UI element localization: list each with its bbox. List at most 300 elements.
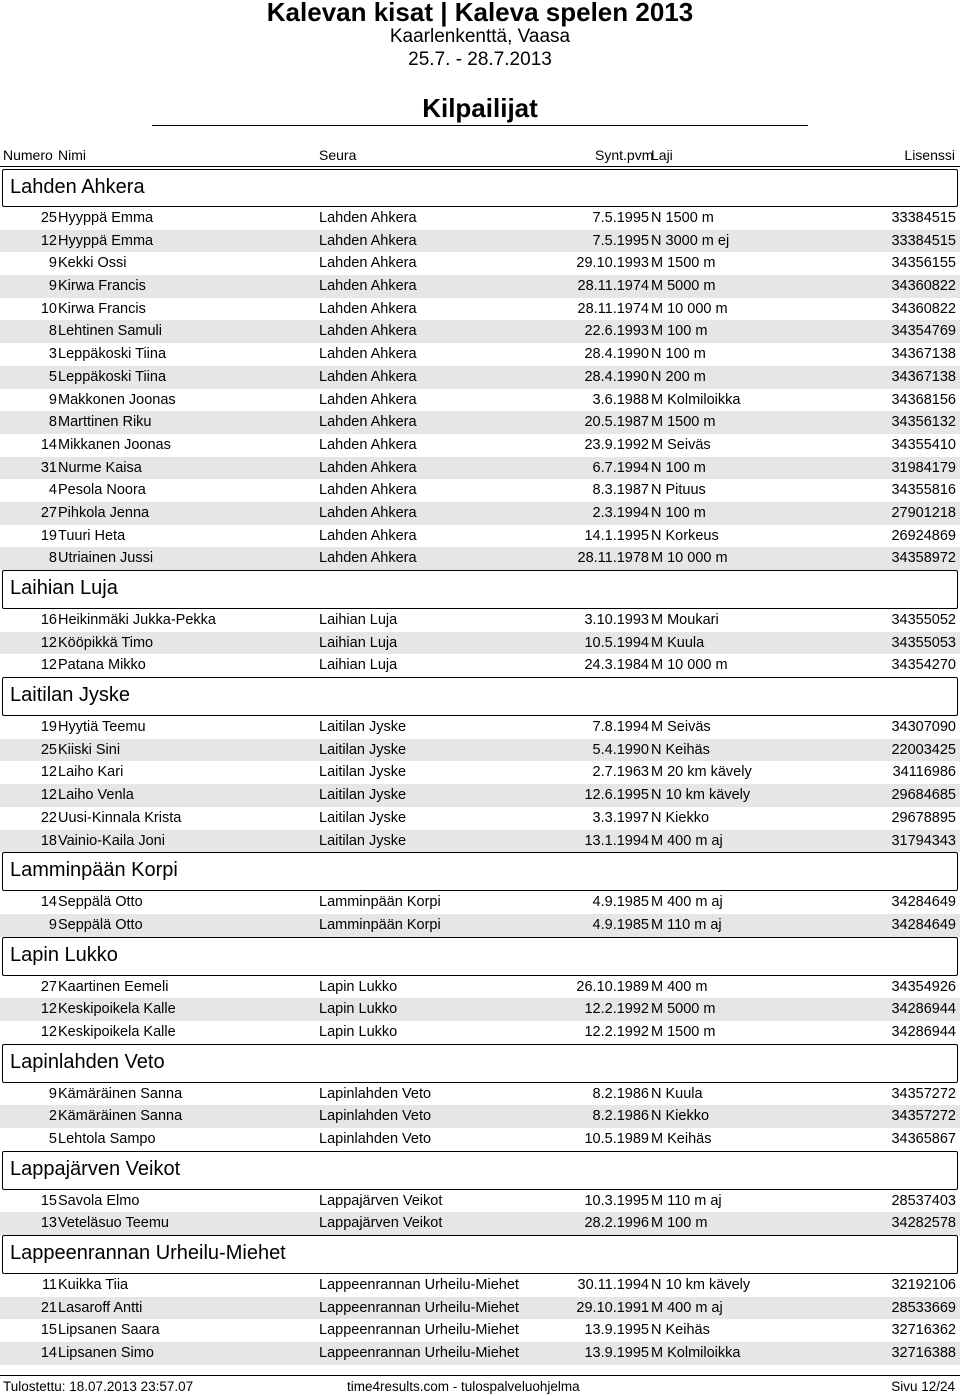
birth-date: 3.3.1997 <box>592 809 649 826</box>
event-dates: 25.7. - 28.7.2013 <box>408 49 552 70</box>
table-row <box>0 1105 960 1128</box>
table-row <box>0 784 960 807</box>
athlete-name: Mikkanen Joonas <box>58 436 171 453</box>
bib-number: 10 <box>40 300 57 317</box>
club-group-title: Lapinlahden Veto <box>10 1050 165 1073</box>
athlete-name: Kämäräinen Sanna <box>58 1108 183 1125</box>
bib-number: 9 <box>48 255 57 272</box>
event-name: M 100 m <box>651 323 708 340</box>
bib-number: 12 <box>40 657 57 674</box>
bib-number: 2 <box>48 1108 57 1125</box>
license-number: 34367138 <box>891 346 956 363</box>
table-row <box>0 830 960 853</box>
birth-date: 6.7.1994 <box>592 459 649 476</box>
event-name: M 400 m <box>651 978 708 995</box>
bib-number: 12 <box>40 764 57 781</box>
club-group-header <box>2 852 958 891</box>
event-name: N Keihäs <box>651 741 710 758</box>
bib-number: 25 <box>40 210 57 226</box>
event-name: N Kuula <box>651 1085 703 1102</box>
birth-date: 12.6.1995 <box>584 787 649 804</box>
event-name: N 100 m <box>651 504 706 521</box>
license-number: 32716362 <box>891 1322 956 1339</box>
license-number: 34282578 <box>891 1215 956 1232</box>
event-name: M 10 000 m <box>651 300 728 317</box>
license-number: 34286944 <box>891 1001 956 1018</box>
license-number: 34355052 <box>891 612 956 628</box>
birth-date: 7.5.1995 <box>592 232 649 249</box>
birth-date: 12.2.1992 <box>584 1001 649 1018</box>
table-row <box>0 739 960 762</box>
event-name: M 5000 m <box>651 1001 716 1018</box>
event-name: N 100 m <box>651 459 706 476</box>
table-row <box>0 1319 960 1342</box>
birth-date: 24.3.1984 <box>584 657 649 674</box>
license-number: 34360822 <box>891 300 956 317</box>
athlete-name: Seppälä Otto <box>58 894 143 911</box>
club-name: Lapin Lukko <box>319 1023 398 1040</box>
table-row <box>0 1190 960 1213</box>
club-name: Lahden Ahkera <box>319 255 417 272</box>
birth-date: 3.10.1993 <box>584 612 649 628</box>
event-name: M Kolmiloikka <box>651 391 741 408</box>
club-name: Laitilan Jyske <box>319 809 407 826</box>
athlete-name: Hyyppä Emma <box>58 232 154 249</box>
table-row <box>0 976 960 999</box>
license-number: 34368156 <box>891 391 956 408</box>
club-group-title: Laitilan Jyske <box>10 684 131 707</box>
event-venue: Kaarlenkenttä, Vaasa <box>389 26 571 47</box>
event-name: N 200 m <box>651 368 706 385</box>
table-row <box>0 479 960 502</box>
athlete-name: Heikinmäki Jukka-Pekka <box>58 612 216 628</box>
athlete-name: Makkonen Joonas <box>58 391 176 408</box>
col-number: Numero <box>3 147 53 163</box>
athlete-name: Kiiski Sini <box>58 741 121 758</box>
license-number: 34365867 <box>891 1131 956 1147</box>
birth-date: 5.4.1990 <box>592 741 649 758</box>
athlete-name: Patana Mikko <box>58 657 146 674</box>
event-name: M 400 m aj <box>651 832 723 849</box>
athlete-name: Utriainen Jussi <box>58 550 154 567</box>
license-number: 34307090 <box>891 719 956 736</box>
club-group-title: Lappeenrannan Urheilu-Miehet <box>10 1242 286 1265</box>
table-row <box>0 807 960 830</box>
table-row <box>0 1212 960 1235</box>
bib-number: 5 <box>48 1131 57 1147</box>
table-row <box>0 1274 960 1297</box>
participant-list <box>0 169 960 1365</box>
birth-date: 12.2.1992 <box>584 1023 649 1040</box>
birth-date: 29.10.1993 <box>576 255 649 272</box>
bib-number: 14 <box>40 1345 57 1362</box>
license-number: 33384515 <box>891 210 956 226</box>
bib-number: 13 <box>40 1215 57 1232</box>
birth-date: 26.10.1989 <box>576 978 649 995</box>
bib-number: 5 <box>48 368 57 385</box>
license-number: 34367138 <box>891 368 956 385</box>
license-number: 31794343 <box>891 832 956 849</box>
license-number: 29678895 <box>891 809 956 826</box>
club-name: Laihian Luja <box>319 612 398 628</box>
athlete-name: Keskipoikela Kalle <box>58 1001 176 1018</box>
table-row <box>0 207 960 230</box>
license-number: 34355410 <box>891 436 956 453</box>
event-name: M 110 m aj <box>651 1192 722 1209</box>
event-name: M Seiväs <box>651 436 711 453</box>
table-row <box>0 525 960 548</box>
birth-date: 23.9.1992 <box>584 436 649 453</box>
license-number: 34354769 <box>891 323 956 340</box>
event-name: M 400 m aj <box>651 1299 723 1316</box>
club-name: Lappajärven Veikot <box>319 1192 443 1209</box>
event-name: N 1500 m <box>651 210 714 226</box>
bib-number: 8 <box>48 323 57 340</box>
event-name: M 20 km kävely <box>651 764 752 781</box>
club-name: Lahden Ahkera <box>319 210 417 226</box>
event-name: N 3000 m ej <box>651 232 730 249</box>
athlete-name: Laiho Kari <box>58 764 124 781</box>
athlete-name: Seppälä Otto <box>58 916 143 933</box>
bib-number: 15 <box>40 1192 57 1209</box>
license-number: 34357272 <box>891 1108 956 1125</box>
club-name: Lahden Ahkera <box>319 550 417 567</box>
athlete-name: Laiho Venla <box>58 787 134 804</box>
event-name: N Pituus <box>651 482 706 499</box>
license-number: 34357272 <box>891 1085 956 1102</box>
athlete-name: Keskipoikela Kalle <box>58 1023 176 1040</box>
bib-number: 9 <box>48 391 57 408</box>
column-header <box>0 144 960 167</box>
bib-number: 27 <box>40 504 57 521</box>
club-group-header <box>2 570 958 609</box>
table-row <box>0 434 960 457</box>
event-name: N 10 km kävely <box>651 1277 751 1294</box>
club-name: Lahden Ahkera <box>319 278 417 295</box>
bib-number: 12 <box>40 1023 57 1040</box>
club-name: Laitilan Jyske <box>319 764 407 781</box>
license-number: 31984179 <box>891 459 956 476</box>
bib-number: 11 <box>41 1277 57 1294</box>
athlete-name: Kekki Ossi <box>58 255 127 272</box>
athlete-name: Leppäkoski Tiina <box>58 346 167 363</box>
event-name: N Keihäs <box>651 1322 710 1339</box>
birth-date: 22.6.1993 <box>584 323 649 340</box>
license-number: 34355053 <box>891 634 956 651</box>
table-row <box>0 320 960 343</box>
birth-date: 28.11.1974 <box>577 278 649 295</box>
birth-date: 28.2.1996 <box>584 1215 649 1232</box>
club-name: Lappeenrannan Urheilu-Miehet <box>319 1345 519 1362</box>
club-name: Lahden Ahkera <box>319 482 417 499</box>
license-number: 34354926 <box>891 978 956 995</box>
athlete-name: Lipsanen Simo <box>58 1345 154 1362</box>
bib-number: 18 <box>40 832 57 849</box>
table-row <box>0 275 960 298</box>
event-name: N 10 km kävely <box>651 787 751 804</box>
athlete-name: Lehtinen Samuli <box>58 323 162 340</box>
event-name: M 5000 m <box>651 278 716 295</box>
source-credit: time4results.com - tulospalveluohjelma <box>347 1379 580 1394</box>
club-group-header <box>2 1151 958 1190</box>
col-birthdate: Synt.pvm <box>595 147 654 163</box>
club-name: Lahden Ahkera <box>319 346 417 363</box>
license-number: 34116986 <box>892 764 956 781</box>
athlete-name: Marttinen Riku <box>58 414 152 431</box>
bib-number: 14 <box>40 894 57 911</box>
license-number: 34284649 <box>891 894 956 911</box>
club-name: Lahden Ahkera <box>319 504 417 521</box>
event-name: M Moukari <box>651 612 719 628</box>
club-group-title: Lahden Ahkera <box>10 176 145 198</box>
page-header <box>0 0 960 71</box>
club-name: Laitilan Jyske <box>319 741 407 758</box>
license-number: 32192106 <box>891 1277 956 1294</box>
col-name: Nimi <box>58 147 86 163</box>
club-group-header <box>2 937 958 976</box>
table-row <box>0 252 960 275</box>
table-row <box>0 1021 960 1044</box>
club-group-title: Laihian Luja <box>10 577 118 599</box>
club-name: Lappeenrannan Urheilu-Miehet <box>319 1299 519 1316</box>
club-name: Lappeenrannan Urheilu-Miehet <box>319 1277 519 1294</box>
table-row <box>0 654 960 677</box>
table-row <box>0 547 960 570</box>
birth-date: 13.9.1995 <box>584 1322 649 1339</box>
athlete-name: Savola Elmo <box>58 1192 140 1209</box>
table-row <box>0 1342 960 1365</box>
bib-number: 25 <box>40 741 57 758</box>
birth-date: 10.5.1989 <box>584 1131 649 1147</box>
club-group-header <box>2 169 958 207</box>
table-row <box>0 366 960 389</box>
athlete-name: Hyyppä Emma <box>58 210 154 226</box>
license-number: 34284649 <box>891 916 956 933</box>
license-number: 34286944 <box>891 1023 956 1040</box>
club-name: Lappajärven Veikot <box>319 1215 443 1232</box>
birth-date: 8.2.1986 <box>592 1108 649 1125</box>
athlete-name: Kämäräinen Sanna <box>58 1085 183 1102</box>
club-name: Lahden Ahkera <box>319 300 417 317</box>
birth-date: 8.2.1986 <box>592 1085 649 1102</box>
license-number: 34355816 <box>891 482 956 499</box>
athlete-name: Pihkola Jenna <box>58 504 150 521</box>
table-row <box>0 457 960 480</box>
printed-timestamp: Tulostettu: 18.07.2013 23:57.07 <box>3 1379 194 1394</box>
birth-date: 4.9.1985 <box>592 916 649 933</box>
bib-number: 12 <box>40 232 57 249</box>
event-name: M 110 m aj <box>651 916 722 933</box>
bib-number: 14 <box>40 436 57 453</box>
event-name: M 1500 m <box>651 255 716 272</box>
event-title: Kalevan kisat | Kaleva spelen 2013 <box>266 0 694 27</box>
bib-number: 22 <box>40 809 57 826</box>
section-title-band <box>152 91 808 126</box>
birth-date: 7.8.1994 <box>592 719 649 736</box>
club-group-title: Lappajärven Veikot <box>10 1157 181 1180</box>
club-name: Lapin Lukko <box>319 978 398 995</box>
table-row <box>0 632 960 655</box>
license-number: 26924869 <box>891 527 956 544</box>
club-name: Laihian Luja <box>319 634 398 651</box>
athlete-name: Vainio-Kaila Joni <box>58 832 165 849</box>
birth-date: 28.4.1990 <box>584 368 649 385</box>
athlete-name: Leppäkoski Tiina <box>58 368 167 385</box>
club-name: Lamminpään Korpi <box>319 894 441 911</box>
col-event: Laji <box>651 147 673 163</box>
club-name: Lamminpään Korpi <box>319 916 441 933</box>
birth-date: 4.9.1985 <box>592 894 649 911</box>
club-name: Lahden Ahkera <box>319 527 417 544</box>
table-row <box>0 411 960 434</box>
event-name: M Kuula <box>651 634 705 651</box>
birth-date: 13.1.1994 <box>584 832 649 849</box>
event-name: M 1500 m <box>651 414 716 431</box>
birth-date: 2.3.1994 <box>592 504 649 521</box>
birth-date: 8.3.1987 <box>592 482 649 499</box>
club-name: Lapinlahden Veto <box>319 1085 432 1102</box>
table-row <box>0 1128 960 1151</box>
birth-date: 30.11.1994 <box>577 1277 649 1294</box>
athlete-name: Veteläsuo Teemu <box>58 1215 169 1232</box>
club-name: Lahden Ahkera <box>319 436 417 453</box>
athlete-name: Kuikka Tiia <box>58 1277 129 1294</box>
club-group-header <box>2 677 958 716</box>
bib-number: 9 <box>48 278 57 295</box>
club-group-header <box>2 1044 958 1083</box>
bib-number: 9 <box>48 1085 57 1102</box>
event-name: M 1500 m <box>651 1023 716 1040</box>
license-number: 33384515 <box>891 232 956 249</box>
event-name: N Kiekko <box>651 809 710 826</box>
birth-date: 28.11.1974 <box>577 300 649 317</box>
bib-number: 19 <box>40 719 57 736</box>
table-row <box>0 716 960 739</box>
athlete-name: Lipsanen Saara <box>58 1322 160 1339</box>
club-name: Laitilan Jyske <box>319 832 407 849</box>
bib-number: 12 <box>40 1001 57 1018</box>
table-row <box>0 1297 960 1320</box>
event-name: M 400 m aj <box>651 894 723 911</box>
license-number: 32716388 <box>891 1345 956 1362</box>
bib-number: 27 <box>40 978 57 995</box>
athlete-name: Nurme Kaisa <box>58 459 142 476</box>
birth-date: 28.11.1978 <box>577 550 649 567</box>
birth-date: 3.6.1988 <box>592 391 649 408</box>
athlete-name: Hyytiä Teemu <box>58 719 146 736</box>
club-group-title: Lamminpään Korpi <box>10 859 178 882</box>
club-name: Lahden Ahkera <box>319 368 417 385</box>
bib-number: 9 <box>48 916 57 933</box>
athlete-name: Kööpikkä Timo <box>58 634 154 651</box>
bib-number: 31 <box>40 459 57 476</box>
table-row <box>0 298 960 321</box>
event-name: M Kolmiloikka <box>651 1345 741 1362</box>
club-name: Lapinlahden Veto <box>319 1131 432 1147</box>
athlete-name: Kirwa Francis <box>58 300 146 317</box>
club-name: Lahden Ahkera <box>319 414 417 431</box>
athlete-name: Tuuri Heta <box>58 527 126 544</box>
event-name: M Keihäs <box>651 1131 712 1147</box>
club-name: Laihian Luja <box>319 657 398 674</box>
col-license: Lisenssi <box>904 147 955 163</box>
club-group-header <box>2 1235 958 1274</box>
birth-date: 10.5.1994 <box>584 634 649 651</box>
license-number: 27901218 <box>891 504 956 521</box>
license-number: 34358972 <box>891 550 956 567</box>
table-row <box>0 1083 960 1106</box>
license-number: 29684685 <box>891 787 956 804</box>
table-row <box>0 502 960 525</box>
page-footer <box>0 1375 960 1396</box>
table-row <box>0 761 960 784</box>
club-name: Lahden Ahkera <box>319 391 417 408</box>
bib-number: 8 <box>48 550 57 567</box>
license-number: 28537403 <box>891 1192 956 1209</box>
event-name: M 10 000 m <box>651 657 728 674</box>
athlete-name: Pesola Noora <box>58 482 146 499</box>
club-name: Laitilan Jyske <box>319 787 407 804</box>
bib-number: 4 <box>48 482 57 499</box>
table-row <box>0 998 960 1021</box>
event-name: N 100 m <box>651 346 706 363</box>
club-name: Lappeenrannan Urheilu-Miehet <box>319 1322 519 1339</box>
license-number: 34360822 <box>891 278 956 295</box>
section-title: Kilpailijat <box>422 93 538 123</box>
birth-date: 14.1.1995 <box>584 527 649 544</box>
club-group-title: Lapin Lukko <box>10 943 118 966</box>
bib-number: 12 <box>40 634 57 651</box>
club-name: Lapinlahden Veto <box>319 1108 432 1125</box>
bib-number: 21 <box>40 1299 57 1316</box>
table-row <box>0 891 960 914</box>
athlete-name: Uusi-Kinnala Krista <box>58 809 182 826</box>
event-name: M 100 m <box>651 1215 708 1232</box>
club-name: Lahden Ahkera <box>319 459 417 476</box>
bib-number: 12 <box>40 787 57 804</box>
bib-number: 15 <box>40 1322 57 1339</box>
col-club: Seura <box>319 147 357 163</box>
bib-number: 8 <box>48 414 57 431</box>
birth-date: 13.9.1995 <box>584 1345 649 1362</box>
table-row <box>0 609 960 632</box>
club-name: Lapin Lukko <box>319 1001 398 1018</box>
birth-date: 2.7.1963 <box>592 764 649 781</box>
birth-date: 10.3.1995 <box>584 1192 649 1209</box>
license-number: 28533669 <box>891 1299 956 1316</box>
bib-number: 19 <box>40 527 57 544</box>
club-name: Laitilan Jyske <box>319 719 407 736</box>
page-number: Sivu 12/24 <box>891 1379 955 1394</box>
athlete-name: Lasaroff Antti <box>58 1299 143 1316</box>
event-name: M Seiväs <box>651 719 711 736</box>
birth-date: 28.4.1990 <box>584 346 649 363</box>
license-number: 34356132 <box>891 414 956 431</box>
birth-date: 20.5.1987 <box>584 414 649 431</box>
event-name: N Korkeus <box>651 527 719 544</box>
club-name: Lahden Ahkera <box>319 232 417 249</box>
athlete-name: Kaartinen Eemeli <box>58 978 169 995</box>
birth-date: 29.10.1991 <box>576 1299 649 1316</box>
license-number: 34354270 <box>891 657 956 674</box>
table-row <box>0 230 960 253</box>
club-name: Lahden Ahkera <box>319 323 417 340</box>
athlete-name: Lehtola Sampo <box>58 1131 156 1147</box>
table-row <box>0 914 960 937</box>
table-row <box>0 343 960 366</box>
athlete-name: Kirwa Francis <box>58 278 146 295</box>
event-name: M 10 000 m <box>651 550 728 567</box>
